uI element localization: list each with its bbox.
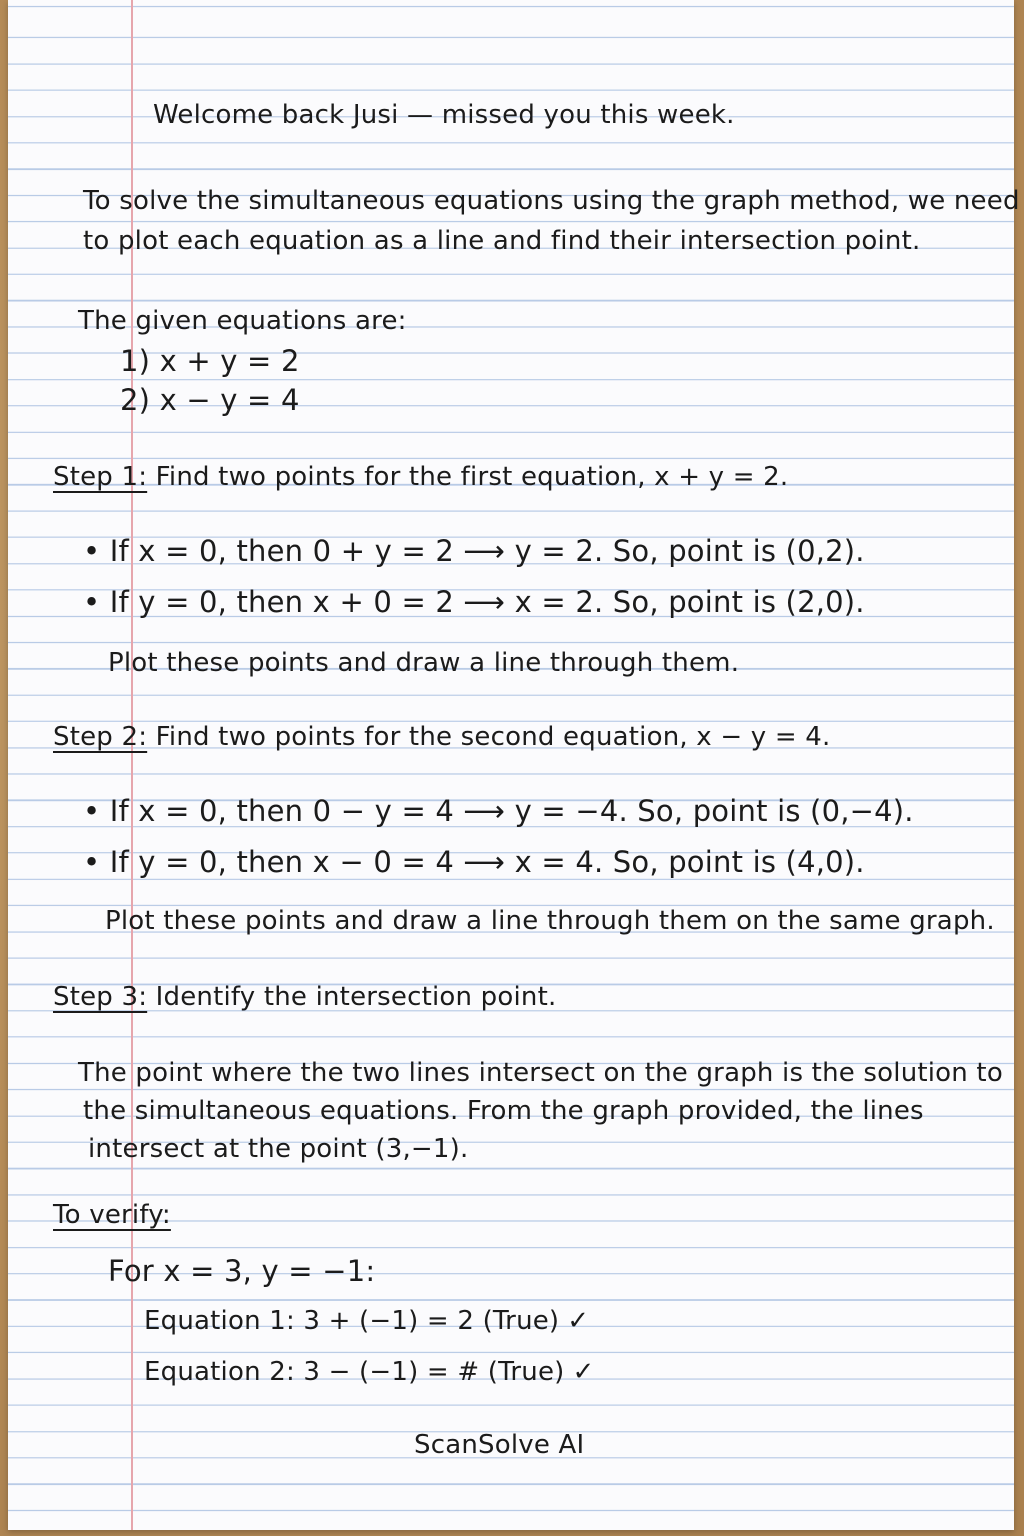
step-2-bullet-1: • If x = 0, then 0 − y = 4 ⟶ y = −4. So, point is (0,−4). (83, 794, 914, 828)
step-2-title: Find two points for the second equation, x − y = 4. (147, 722, 831, 752)
greeting: Welcome back Jusi — missed you this week. (153, 100, 735, 130)
given-equation-2: 2) x − y = 4 (120, 383, 300, 417)
check-icon: ✓ (567, 1306, 590, 1336)
step-1-note: Plot these points and draw a line through them. (108, 648, 740, 678)
verify-equation-2-text: Equation 2: 3 − (−1) = # (True) (144, 1357, 565, 1387)
intro-line-2: to plot each equation as a line and find their intersection point. (83, 226, 921, 256)
step-3-heading (53, 982, 556, 1012)
step-2-note: Plot these points and draw a line through them on the same graph. (105, 906, 995, 936)
footer-signature: ScanSolve AI (414, 1430, 585, 1460)
check-icon: ✓ (572, 1357, 595, 1387)
given-heading: The given equations are: (78, 306, 407, 336)
verify-equation-1 (144, 1306, 589, 1336)
step-2-heading (53, 722, 831, 752)
step-2-label: Step 2: (53, 722, 148, 752)
step-2-bullet-2: • If y = 0, then x − 0 = 4 ⟶ x = 4. So, point is (4,0). (83, 845, 865, 879)
verify-condition: For x = 3, y = −1: (108, 1254, 376, 1288)
step-1-title: Find two points for the first equation, x + y = 2. (147, 462, 789, 492)
step-1-heading (53, 462, 788, 492)
verify-equation-1-text: Equation 1: 3 + (−1) = 2 (True) (144, 1306, 560, 1336)
step-1-label: Step 1: (53, 462, 148, 492)
step-3-paragraph-line-2: the simultaneous equations. From the graph provided, the lines (83, 1096, 924, 1126)
notebook-page (8, 0, 1020, 1530)
step-3-paragraph-line-3: intersect at the point (3,−1). (88, 1134, 469, 1164)
step-1-bullet-1: • If x = 0, then 0 + y = 2 ⟶ y = 2. So, point is (0,2). (83, 534, 865, 568)
intro-line-1: To solve the simultaneous equations using the graph method, we need (83, 186, 1020, 216)
verify-label: To verify: (53, 1200, 171, 1230)
step-3-title: Identify the intersection point. (147, 982, 557, 1012)
verify-equation-2 (144, 1357, 595, 1387)
step-3-label: Step 3: (53, 982, 148, 1012)
given-equation-1: 1) x + y = 2 (120, 344, 300, 378)
verify-heading (53, 1200, 171, 1230)
step-1-bullet-2: • If y = 0, then x + 0 = 2 ⟶ x = 2. So, point is (2,0). (83, 585, 865, 619)
step-3-paragraph-line-1: The point where the two lines intersect on the graph is the solution to (78, 1058, 1003, 1088)
